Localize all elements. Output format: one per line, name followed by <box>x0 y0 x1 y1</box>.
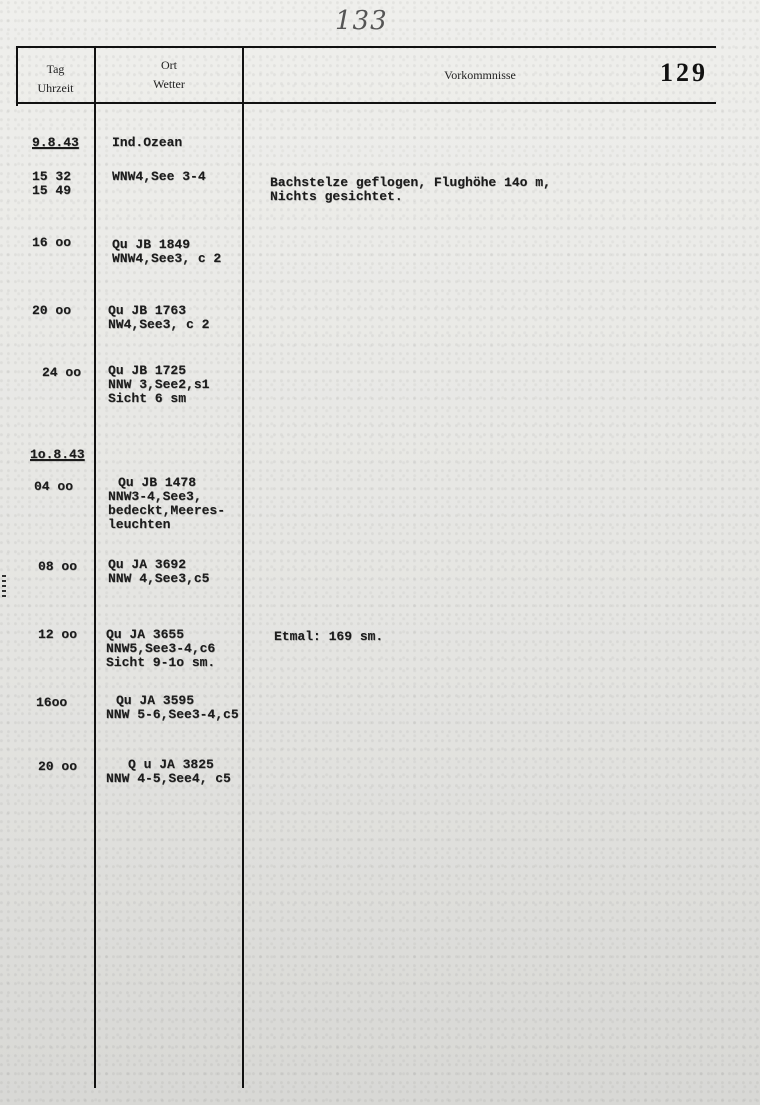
entry-ort-line: NNW 3,See2,s1 <box>108 377 210 392</box>
page-number: 129 <box>660 58 708 87</box>
entry-ort-wetter <box>106 694 239 722</box>
entry-ort-line: NNW3-4,See3, <box>108 489 202 504</box>
header-uhrzeit-label: Uhrzeit <box>37 81 74 95</box>
entry-time <box>32 170 71 198</box>
entry-ort-line: Qu JB 1478 <box>118 475 197 490</box>
entry-ort-line: WNW4,See 3-4 <box>112 169 206 184</box>
header-tag-label: Tag <box>46 62 65 76</box>
column-divider-1 <box>94 46 96 1088</box>
entry-time-line: 16 oo <box>32 235 72 250</box>
entry-ort-line: WNW4,See3, c 2 <box>112 251 222 266</box>
page-stamp: 133 <box>335 6 388 36</box>
entry-ort-line: bedeckt,Meeres- <box>108 503 226 518</box>
entry-ort-line: Sicht 9-1o sm. <box>106 655 216 670</box>
entry-event <box>270 176 551 204</box>
entry-time-line: 15 32 <box>32 169 72 184</box>
header-ort-wetter <box>96 56 242 94</box>
entry-time-line: 20 oo <box>38 759 78 774</box>
entry-time <box>36 696 67 710</box>
entry-time-line: 12 oo <box>38 627 78 642</box>
entry-ort-line: NNW5,See3-4,c6 <box>106 641 216 656</box>
entry-time-line: 15 49 <box>32 183 72 198</box>
entry-time-line: 24 oo <box>42 365 82 380</box>
entry-ort-wetter <box>108 476 225 532</box>
entry-time-line: 08 oo <box>38 559 78 574</box>
entry-event-line: Nichts gesichtet. <box>270 189 403 204</box>
entry-ort-wetter <box>108 364 209 406</box>
entry-ort-wetter <box>112 136 182 150</box>
header-vorkommnisse-label: Vorkommnisse <box>444 68 516 82</box>
header-wetter-label: Wetter <box>153 77 185 91</box>
entry-time-line: 04 oo <box>34 479 74 494</box>
entry-ort-line: NNW 5-6,See3-4,c5 <box>106 707 239 722</box>
entry-ort-line: NNW 4,See3,c5 <box>108 571 210 586</box>
entry-time <box>38 560 77 574</box>
entry-ort-line: Qu JA 3655 <box>106 627 185 642</box>
entry-date <box>30 448 85 462</box>
entry-ort-line: Sicht 6 sm <box>108 391 187 406</box>
header-tag-uhrzeit <box>17 60 94 98</box>
entry-time-line: 1o.8.43 <box>30 447 85 462</box>
header-ort-label: Ort <box>161 58 177 72</box>
header-bottom-rule <box>16 102 716 104</box>
entry-ort-wetter <box>112 170 206 184</box>
entry-time <box>32 304 71 318</box>
entry-time <box>42 366 81 380</box>
entry-ort-line: Q u JA 3825 <box>128 757 214 772</box>
entry-ort-line: NNW 4-5,See4, c5 <box>106 771 231 786</box>
entry-time <box>38 760 77 774</box>
entry-ort-line: Qu JB 1725 <box>108 363 187 378</box>
entry-ort-line: Ind.Ozean <box>112 135 183 150</box>
entry-ort-wetter <box>108 304 209 332</box>
entry-ort-line: Qu JA 3595 <box>116 693 195 708</box>
entry-time-line: 20 oo <box>32 303 72 318</box>
entry-event-line: Etmal: 169 sm. <box>274 629 384 644</box>
entry-ort-line: Qu JA 3692 <box>108 557 187 572</box>
entry-time <box>34 480 73 494</box>
column-divider-2 <box>242 46 244 1088</box>
entry-ort-wetter <box>108 558 209 586</box>
entry-date <box>32 136 79 150</box>
entry-ort-line: Qu JB 1849 <box>112 237 191 252</box>
entry-ort-line: Qu JB 1763 <box>108 303 187 318</box>
entry-ort-line: NW4,See3, c 2 <box>108 317 210 332</box>
entry-ort-wetter <box>112 238 221 266</box>
entry-event <box>274 630 383 644</box>
entry-time <box>38 628 77 642</box>
header-top-rule <box>16 46 716 48</box>
entry-ort-wetter <box>106 628 215 670</box>
entry-ort-line: leuchten <box>108 517 171 532</box>
entry-time-line: 9.8.43 <box>32 135 79 150</box>
entry-time <box>32 236 71 250</box>
entry-event-line: Bachstelze geflogen, Flughöhe 14o m, <box>270 175 551 190</box>
binding-hole-marks <box>2 575 6 597</box>
entry-time-line: 16oo <box>36 695 68 710</box>
entry-ort-wetter <box>106 758 231 786</box>
